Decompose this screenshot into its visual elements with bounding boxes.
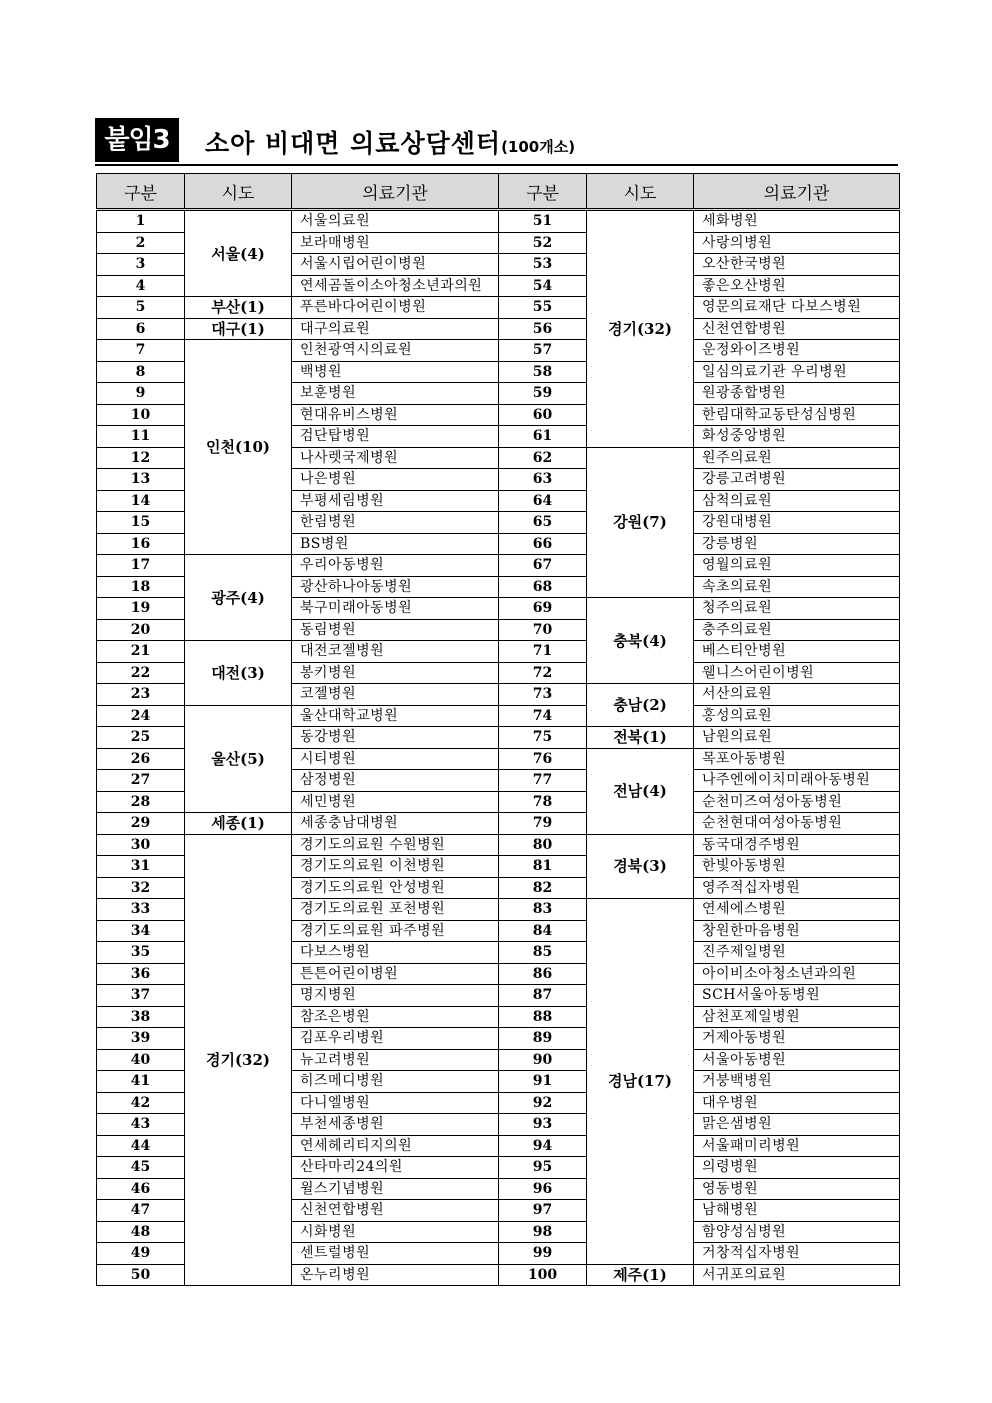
row-number: 81 xyxy=(499,856,587,878)
institution-name: 일심의료기관 우리병원 xyxy=(694,361,900,383)
region-cell: 부산(1) xyxy=(185,297,292,319)
row-number: 95 xyxy=(499,1157,587,1179)
institution-name: 보라매병원 xyxy=(292,232,499,254)
region-cell: 전북(1) xyxy=(587,727,694,749)
col-header-number-left: 구분 xyxy=(97,174,185,210)
row-number: 10 xyxy=(97,404,185,426)
institution-name: 강원대병원 xyxy=(694,512,900,534)
row-number: 3 xyxy=(97,254,185,276)
row-number: 89 xyxy=(499,1028,587,1050)
institution-name: 튼튼어린이병원 xyxy=(292,963,499,985)
institution-name: 사랑의병원 xyxy=(694,232,900,254)
row-number: 9 xyxy=(97,383,185,405)
row-number: 76 xyxy=(499,748,587,770)
row-number: 41 xyxy=(97,1071,185,1093)
institution-name: 서울시립어린이병원 xyxy=(292,254,499,276)
row-number: 67 xyxy=(499,555,587,577)
institution-name: 한림병원 xyxy=(292,512,499,534)
institution-name: 나은병원 xyxy=(292,469,499,491)
row-number: 56 xyxy=(499,318,587,340)
institution-name: 베스티안병원 xyxy=(694,641,900,663)
row-number: 53 xyxy=(499,254,587,276)
institution-name: 연세헤리티지의원 xyxy=(292,1135,499,1157)
institution-name: 부평세림병원 xyxy=(292,490,499,512)
row-number: 29 xyxy=(97,813,185,835)
row-number: 23 xyxy=(97,684,185,706)
institution-name: 경기도의료원 수원병원 xyxy=(292,834,499,856)
row-number: 61 xyxy=(499,426,587,448)
row-number: 99 xyxy=(499,1243,587,1265)
institution-name: 연세곰돌이소아청소년과의원 xyxy=(292,275,499,297)
institution-name: 센트럴병원 xyxy=(292,1243,499,1265)
row-number: 31 xyxy=(97,856,185,878)
institution-name: 경기도의료원 이천병원 xyxy=(292,856,499,878)
region-cell: 경기(32) xyxy=(185,834,292,1286)
institution-name: 서울패미리병원 xyxy=(694,1135,900,1157)
region-cell: 대전(3) xyxy=(185,641,292,706)
row-number: 13 xyxy=(97,469,185,491)
row-number: 82 xyxy=(499,877,587,899)
institution-name: 시티병원 xyxy=(292,748,499,770)
clinic-table xyxy=(96,173,900,1286)
institution-name: 푸른바다어린이병원 xyxy=(292,297,499,319)
institution-name: 웰니스어린이병원 xyxy=(694,662,900,684)
row-number: 7 xyxy=(97,340,185,362)
row-number: 59 xyxy=(499,383,587,405)
row-number: 34 xyxy=(97,920,185,942)
institution-name: 뉴고려병원 xyxy=(292,1049,499,1071)
row-number: 30 xyxy=(97,834,185,856)
institution-name: 연세에스병원 xyxy=(694,899,900,921)
institution-name: 아이비소아청소년과의원 xyxy=(694,963,900,985)
row-number: 85 xyxy=(499,942,587,964)
institution-name: 북구미래아동병원 xyxy=(292,598,499,620)
row-number: 80 xyxy=(499,834,587,856)
row-number: 63 xyxy=(499,469,587,491)
institution-name: 광산하나아동병원 xyxy=(292,576,499,598)
institution-name: 거붕백병원 xyxy=(694,1071,900,1093)
row-number: 40 xyxy=(97,1049,185,1071)
col-header-institution-right: 의료기관 xyxy=(694,174,900,210)
institution-name: 신천연합병원 xyxy=(694,318,900,340)
row-number: 98 xyxy=(499,1221,587,1243)
row-number: 75 xyxy=(499,727,587,749)
row-number: 90 xyxy=(499,1049,587,1071)
institution-name: 한빛아동병원 xyxy=(694,856,900,878)
institution-name: 삼천포제일병원 xyxy=(694,1006,900,1028)
row-number: 88 xyxy=(499,1006,587,1028)
institution-name: 충주의료원 xyxy=(694,619,900,641)
institution-name: 남해병원 xyxy=(694,1200,900,1222)
institution-name: 경기도의료원 파주병원 xyxy=(292,920,499,942)
region-cell: 세종(1) xyxy=(185,813,292,835)
institution-name: 세민병원 xyxy=(292,791,499,813)
table-row xyxy=(97,297,900,319)
institution-name: 영월의료원 xyxy=(694,555,900,577)
row-number: 52 xyxy=(499,232,587,254)
institution-name: 현대유비스병원 xyxy=(292,404,499,426)
row-number: 87 xyxy=(499,985,587,1007)
institution-name: BS병원 xyxy=(292,533,499,555)
row-number: 69 xyxy=(499,598,587,620)
institution-name: 봉키병원 xyxy=(292,662,499,684)
col-header-institution-left: 의료기관 xyxy=(292,174,499,210)
row-number: 58 xyxy=(499,361,587,383)
row-number: 78 xyxy=(499,791,587,813)
institution-name: 김포우리병원 xyxy=(292,1028,499,1050)
institution-name: 히즈메디병원 xyxy=(292,1071,499,1093)
institution-name: 남원의료원 xyxy=(694,727,900,749)
header-row xyxy=(97,174,900,210)
title-bar xyxy=(95,118,898,166)
institution-name: 백병원 xyxy=(292,361,499,383)
row-number: 19 xyxy=(97,598,185,620)
institution-name: 서울아동병원 xyxy=(694,1049,900,1071)
institution-name: 목포아동병원 xyxy=(694,748,900,770)
col-header-region-left: 시도 xyxy=(185,174,292,210)
institution-name: 나사렛국제병원 xyxy=(292,447,499,469)
institution-name: 보훈병원 xyxy=(292,383,499,405)
institution-name: 삼정병원 xyxy=(292,770,499,792)
col-header-number-right: 구분 xyxy=(499,174,587,210)
row-number: 44 xyxy=(97,1135,185,1157)
institution-name: 영동병원 xyxy=(694,1178,900,1200)
institution-name: 다보스병원 xyxy=(292,942,499,964)
row-number: 72 xyxy=(499,662,587,684)
institution-name: 세종충남대병원 xyxy=(292,813,499,835)
region-cell: 충남(2) xyxy=(587,684,694,727)
row-number: 48 xyxy=(97,1221,185,1243)
institution-name: 울산대학교병원 xyxy=(292,705,499,727)
row-number: 92 xyxy=(499,1092,587,1114)
row-number: 79 xyxy=(499,813,587,835)
row-number: 100 xyxy=(499,1264,587,1286)
row-number: 15 xyxy=(97,512,185,534)
col-header-region-right: 시도 xyxy=(587,174,694,210)
table-row xyxy=(97,210,900,233)
institution-name: SCH서울아동병원 xyxy=(694,985,900,1007)
page-title xyxy=(205,124,575,160)
row-number: 68 xyxy=(499,576,587,598)
row-number: 91 xyxy=(499,1071,587,1093)
row-number: 70 xyxy=(499,619,587,641)
institution-name: 좋은오산병원 xyxy=(694,275,900,297)
row-number: 71 xyxy=(499,641,587,663)
row-number: 93 xyxy=(499,1114,587,1136)
row-number: 94 xyxy=(499,1135,587,1157)
row-number: 25 xyxy=(97,727,185,749)
institution-name: 경기도의료원 포천병원 xyxy=(292,899,499,921)
row-number: 37 xyxy=(97,985,185,1007)
institution-name: 경기도의료원 안성병원 xyxy=(292,877,499,899)
institution-name: 동림병원 xyxy=(292,619,499,641)
table-row xyxy=(97,705,900,727)
institution-name: 화성중앙병원 xyxy=(694,426,900,448)
institution-name: 함양성심병원 xyxy=(694,1221,900,1243)
institution-name: 오산한국병원 xyxy=(694,254,900,276)
region-cell: 서울(4) xyxy=(185,210,292,297)
institution-name: 순천현대여성아동병원 xyxy=(694,813,900,835)
row-number: 22 xyxy=(97,662,185,684)
institution-name: 참조은병원 xyxy=(292,1006,499,1028)
institution-name: 인천광역시의료원 xyxy=(292,340,499,362)
row-number: 20 xyxy=(97,619,185,641)
row-number: 16 xyxy=(97,533,185,555)
row-number: 51 xyxy=(499,210,587,233)
row-number: 32 xyxy=(97,877,185,899)
institution-name: 검단탑병원 xyxy=(292,426,499,448)
institution-name: 강릉병원 xyxy=(694,533,900,555)
institution-name: 원주의료원 xyxy=(694,447,900,469)
institution-name: 서산의료원 xyxy=(694,684,900,706)
row-number: 14 xyxy=(97,490,185,512)
row-number: 11 xyxy=(97,426,185,448)
row-number: 26 xyxy=(97,748,185,770)
region-cell: 대구(1) xyxy=(185,318,292,340)
institution-name: 우리아동병원 xyxy=(292,555,499,577)
row-number: 27 xyxy=(97,770,185,792)
row-number: 4 xyxy=(97,275,185,297)
row-number: 57 xyxy=(499,340,587,362)
institution-name: 삼척의료원 xyxy=(694,490,900,512)
row-number: 24 xyxy=(97,705,185,727)
row-number: 96 xyxy=(499,1178,587,1200)
institution-name: 맑은샘병원 xyxy=(694,1114,900,1136)
institution-name: 대우병원 xyxy=(694,1092,900,1114)
row-number: 46 xyxy=(97,1178,185,1200)
region-cell: 제주(1) xyxy=(587,1264,694,1286)
row-number: 74 xyxy=(499,705,587,727)
row-number: 77 xyxy=(499,770,587,792)
region-cell: 광주(4) xyxy=(185,555,292,641)
region-cell: 전남(4) xyxy=(587,748,694,834)
institution-name: 코젤병원 xyxy=(292,684,499,706)
table-row xyxy=(97,340,900,362)
row-number: 18 xyxy=(97,576,185,598)
region-cell: 경북(3) xyxy=(587,834,694,899)
region-cell: 경남(17) xyxy=(587,899,694,1265)
institution-name: 동국대경주병원 xyxy=(694,834,900,856)
row-number: 84 xyxy=(499,920,587,942)
row-number: 28 xyxy=(97,791,185,813)
row-number: 12 xyxy=(97,447,185,469)
row-number: 2 xyxy=(97,232,185,254)
row-number: 65 xyxy=(499,512,587,534)
row-number: 86 xyxy=(499,963,587,985)
region-cell: 인천(10) xyxy=(185,340,292,555)
table-row xyxy=(97,555,900,577)
institution-name: 거제아동병원 xyxy=(694,1028,900,1050)
row-number: 50 xyxy=(97,1264,185,1286)
institution-name: 시화병원 xyxy=(292,1221,499,1243)
row-number: 54 xyxy=(499,275,587,297)
row-number: 36 xyxy=(97,963,185,985)
institution-name: 창원한마음병원 xyxy=(694,920,900,942)
row-number: 49 xyxy=(97,1243,185,1265)
institution-name: 운정와이즈병원 xyxy=(694,340,900,362)
row-number: 42 xyxy=(97,1092,185,1114)
institution-name: 산타마리24의원 xyxy=(292,1157,499,1179)
institution-name: 다니엘병원 xyxy=(292,1092,499,1114)
row-number: 83 xyxy=(499,899,587,921)
institution-name: 거창적십자병원 xyxy=(694,1243,900,1265)
row-number: 1 xyxy=(97,210,185,233)
institution-name: 신천연합병원 xyxy=(292,1200,499,1222)
institution-name: 부천세종병원 xyxy=(292,1114,499,1136)
institution-name: 대전코젤병원 xyxy=(292,641,499,663)
institution-name: 원광종합병원 xyxy=(694,383,900,405)
institution-name: 윌스기념병원 xyxy=(292,1178,499,1200)
table-body xyxy=(97,210,900,1286)
row-number: 35 xyxy=(97,942,185,964)
institution-name: 한림대학교동탄성심병원 xyxy=(694,404,900,426)
row-number: 66 xyxy=(499,533,587,555)
table-row xyxy=(97,813,900,835)
row-number: 8 xyxy=(97,361,185,383)
row-number: 64 xyxy=(499,490,587,512)
row-number: 45 xyxy=(97,1157,185,1179)
region-cell: 경기(32) xyxy=(587,210,694,448)
institution-name: 속초의료원 xyxy=(694,576,900,598)
institution-name: 동강병원 xyxy=(292,727,499,749)
row-number: 62 xyxy=(499,447,587,469)
institution-name: 진주제일병원 xyxy=(694,942,900,964)
row-number: 47 xyxy=(97,1200,185,1222)
institution-name: 서귀포의료원 xyxy=(694,1264,900,1286)
institution-name: 홍성의료원 xyxy=(694,705,900,727)
institution-name: 영문의료재단 다보스병원 xyxy=(694,297,900,319)
institution-name: 강릉고려병원 xyxy=(694,469,900,491)
row-number: 38 xyxy=(97,1006,185,1028)
title-count: (100개소) xyxy=(501,138,576,156)
row-number: 73 xyxy=(499,684,587,706)
attachment-badge: 붙임3 xyxy=(95,118,179,162)
table-row xyxy=(97,318,900,340)
row-number: 97 xyxy=(499,1200,587,1222)
row-number: 55 xyxy=(499,297,587,319)
institution-name: 나주엔에이치미래아동병원 xyxy=(694,770,900,792)
region-cell: 울산(5) xyxy=(185,705,292,813)
row-number: 17 xyxy=(97,555,185,577)
row-number: 60 xyxy=(499,404,587,426)
table-row xyxy=(97,834,900,856)
institution-name: 서울의료원 xyxy=(292,210,499,233)
institution-name: 세화병원 xyxy=(694,210,900,233)
row-number: 39 xyxy=(97,1028,185,1050)
institution-name: 대구의료원 xyxy=(292,318,499,340)
institution-name: 영주적십자병원 xyxy=(694,877,900,899)
region-cell: 충북(4) xyxy=(587,598,694,684)
institution-name: 온누리병원 xyxy=(292,1264,499,1286)
institution-name: 청주의료원 xyxy=(694,598,900,620)
institution-name: 명지병원 xyxy=(292,985,499,1007)
region-cell: 강원(7) xyxy=(587,447,694,598)
row-number: 5 xyxy=(97,297,185,319)
row-number: 43 xyxy=(97,1114,185,1136)
row-number: 6 xyxy=(97,318,185,340)
institution-name: 의령병원 xyxy=(694,1157,900,1179)
row-number: 33 xyxy=(97,899,185,921)
institution-name: 순천미즈여성아동병원 xyxy=(694,791,900,813)
table-row xyxy=(97,641,900,663)
row-number: 21 xyxy=(97,641,185,663)
title-text: 소아 비대면 의료상담센터 xyxy=(205,129,502,158)
